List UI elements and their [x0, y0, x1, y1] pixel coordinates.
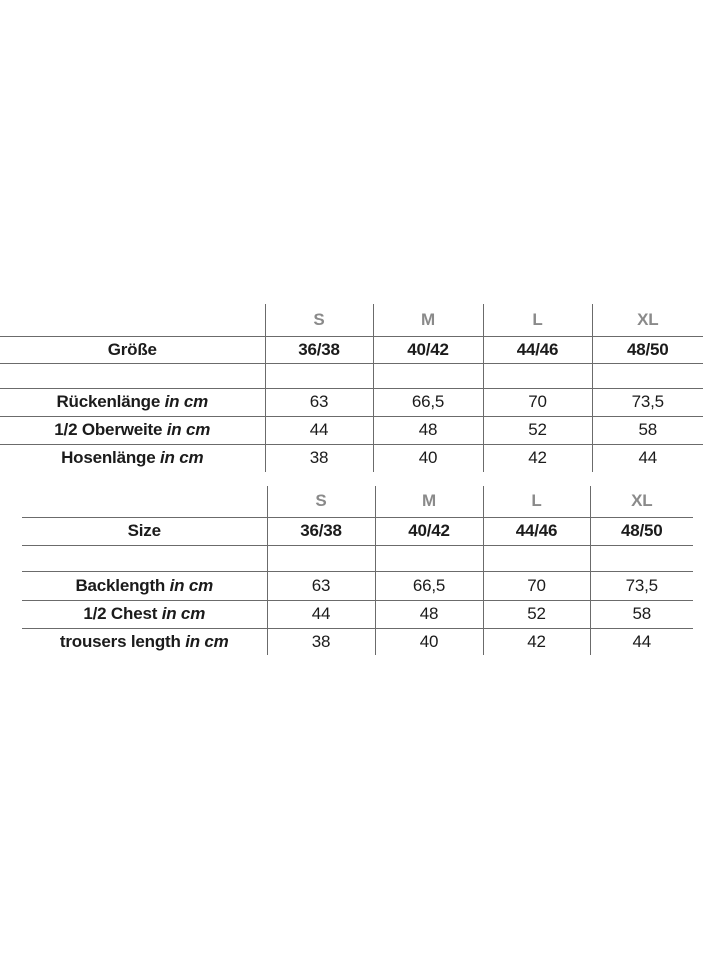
- size-value-cell: 44/46: [483, 517, 590, 545]
- row-label-trousers-length: [22, 628, 267, 655]
- spacer-cell: [375, 545, 483, 571]
- measurement-value-cell: 63: [267, 571, 375, 600]
- measurement-value-cell: 42: [483, 444, 592, 472]
- spacer-row: [0, 363, 703, 388]
- measurement-value-cell: 40: [373, 444, 483, 472]
- measurement-value-cell: 48: [373, 416, 483, 444]
- empty-corner-cell: [0, 304, 265, 336]
- size-value-cell: 44/46: [483, 336, 592, 363]
- measurement-row: [0, 388, 703, 416]
- unit-label: in cm: [185, 631, 229, 651]
- measurement-value-cell: 66,5: [375, 571, 483, 600]
- spacer-cell: [483, 363, 592, 388]
- measurement-value-cell: 42: [483, 628, 590, 655]
- measurement-row: [0, 416, 703, 444]
- row-label-chest: [22, 600, 267, 628]
- column-header-s: S: [267, 486, 375, 517]
- spacer-cell: [590, 545, 693, 571]
- column-header-xl: XL: [592, 304, 703, 336]
- size-value-cell: 48/50: [590, 517, 693, 545]
- spacer-cell: [265, 363, 373, 388]
- spacer-cell: [592, 363, 703, 388]
- row-label-rueckenlaenge: [0, 388, 265, 416]
- unit-label: in cm: [159, 448, 204, 468]
- size-value-cell: 40/42: [375, 517, 483, 545]
- measurement-name: Rückenlänge: [56, 392, 161, 411]
- size-value-cell: 36/38: [265, 336, 373, 363]
- column-header-m: M: [373, 304, 483, 336]
- row-label-backlength: [22, 571, 267, 600]
- english-size-table: [22, 486, 693, 655]
- measurement-value-cell: 48: [375, 600, 483, 628]
- unit-label: in cm: [166, 420, 211, 439]
- measurement-value-cell: 44: [265, 416, 373, 444]
- measurement-name: Hosenlänge: [61, 448, 156, 468]
- measurement-value-cell: 63: [265, 388, 373, 416]
- measurement-value-cell: 70: [483, 388, 592, 416]
- german-size-table: [0, 304, 703, 472]
- measurement-name: Backlength: [75, 575, 166, 595]
- empty-corner-cell: [22, 486, 267, 517]
- measurement-value-cell: 70: [483, 571, 590, 600]
- measurement-value-cell: 44: [592, 444, 703, 472]
- measurement-value-cell: 44: [267, 600, 375, 628]
- measurement-value-cell: 38: [265, 444, 373, 472]
- unit-label: in cm: [164, 392, 209, 411]
- size-header-row: [22, 486, 693, 517]
- column-header-l: L: [483, 304, 592, 336]
- measurement-value-cell: 44: [590, 628, 693, 655]
- column-header-xl: XL: [590, 486, 693, 517]
- size-value-cell: 36/38: [267, 517, 375, 545]
- spacer-cell: [267, 545, 375, 571]
- measurement-value-cell: 73,5: [592, 388, 703, 416]
- unit-label: in cm: [161, 604, 206, 623]
- measurement-row: [22, 571, 693, 600]
- spacer-row: [22, 545, 693, 571]
- measurement-row: [22, 628, 693, 655]
- spacer-cell: [483, 545, 590, 571]
- measurement-value-cell: 52: [483, 600, 590, 628]
- measurement-value-cell: 58: [590, 600, 693, 628]
- spacer-cell: [373, 363, 483, 388]
- measurement-value-cell: 73,5: [590, 571, 693, 600]
- row-label-size: Size: [22, 517, 267, 545]
- unit-label: in cm: [169, 575, 214, 595]
- row-label-groesse: Größe: [0, 336, 265, 363]
- measurement-name: 1/2 Chest: [83, 604, 158, 623]
- row-label-oberweite: [0, 416, 265, 444]
- column-header-m: M: [375, 486, 483, 517]
- measurement-value-cell: 38: [267, 628, 375, 655]
- column-header-s: S: [265, 304, 373, 336]
- measurement-row: [22, 600, 693, 628]
- size-value-cell: 40/42: [373, 336, 483, 363]
- measurement-value-cell: 58: [592, 416, 703, 444]
- measurement-name: trousers length: [59, 631, 181, 651]
- measurement-value-cell: 52: [483, 416, 592, 444]
- measurement-value-cell: 66,5: [373, 388, 483, 416]
- size-value-cell: 48/50: [592, 336, 703, 363]
- size-header-row: [0, 304, 703, 336]
- measurement-value-cell: 40: [375, 628, 483, 655]
- spacer-cell: [22, 545, 267, 571]
- measurement-row: [0, 444, 703, 472]
- column-header-l: L: [483, 486, 590, 517]
- row-label-hosenlaenge: [0, 444, 265, 472]
- size-number-row: [0, 336, 703, 363]
- spacer-cell: [0, 363, 265, 388]
- size-number-row: [22, 517, 693, 545]
- measurement-name: 1/2 Oberweite: [54, 420, 163, 439]
